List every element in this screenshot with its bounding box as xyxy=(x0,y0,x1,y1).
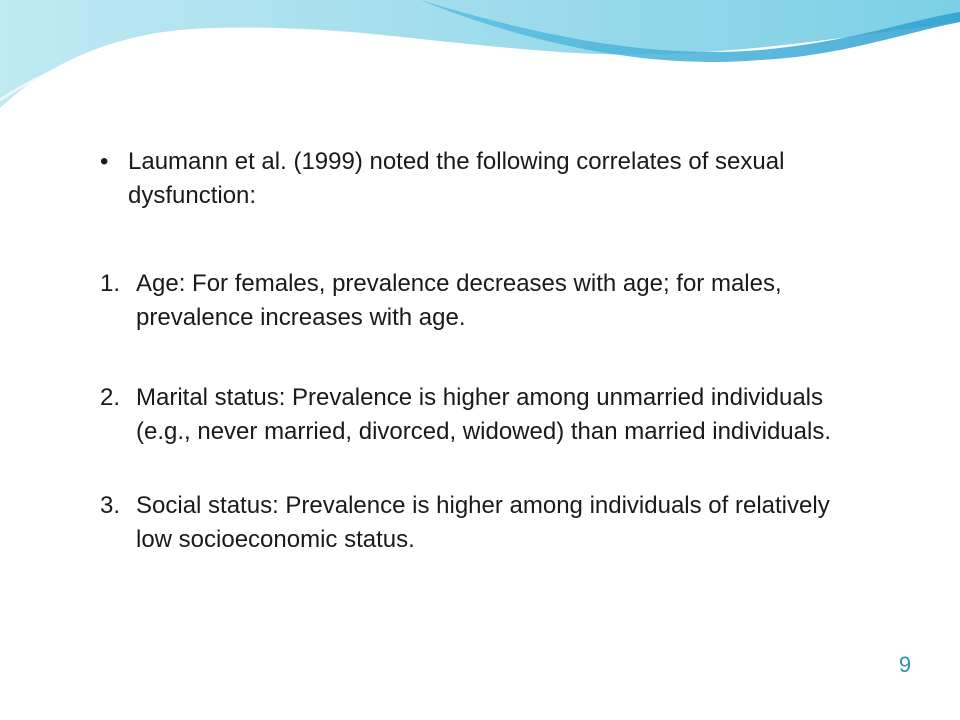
bullet-marker: • xyxy=(100,148,109,175)
list-item-marital-status xyxy=(96,381,856,449)
list-item-number: 2. xyxy=(100,384,121,411)
intro-bullet xyxy=(96,145,856,213)
list-item-text: Age: For females, prevalence decreases with age; for males, prevalence increases with age. xyxy=(136,270,782,331)
list-item-social-status xyxy=(96,489,856,557)
page-number: 9 xyxy=(898,652,912,677)
intro-bullet-text: Laumann et al. (1999) noted the following correlates of sexual dysfunction: xyxy=(128,148,785,209)
slide-body xyxy=(96,145,856,557)
list-item-number: 3. xyxy=(100,492,121,519)
list-item-text: Marital status: Prevalence is higher among unmarried individuals (e.g., never married, divorced, widowed) than married individuals. xyxy=(136,384,831,445)
list-item-text: Social status: Prevalence is higher among individuals of relatively low socioeconomic status. xyxy=(136,492,830,553)
list-item-number: 1. xyxy=(100,270,121,297)
header-wave-decoration xyxy=(0,0,960,120)
list-item-age xyxy=(96,267,856,335)
